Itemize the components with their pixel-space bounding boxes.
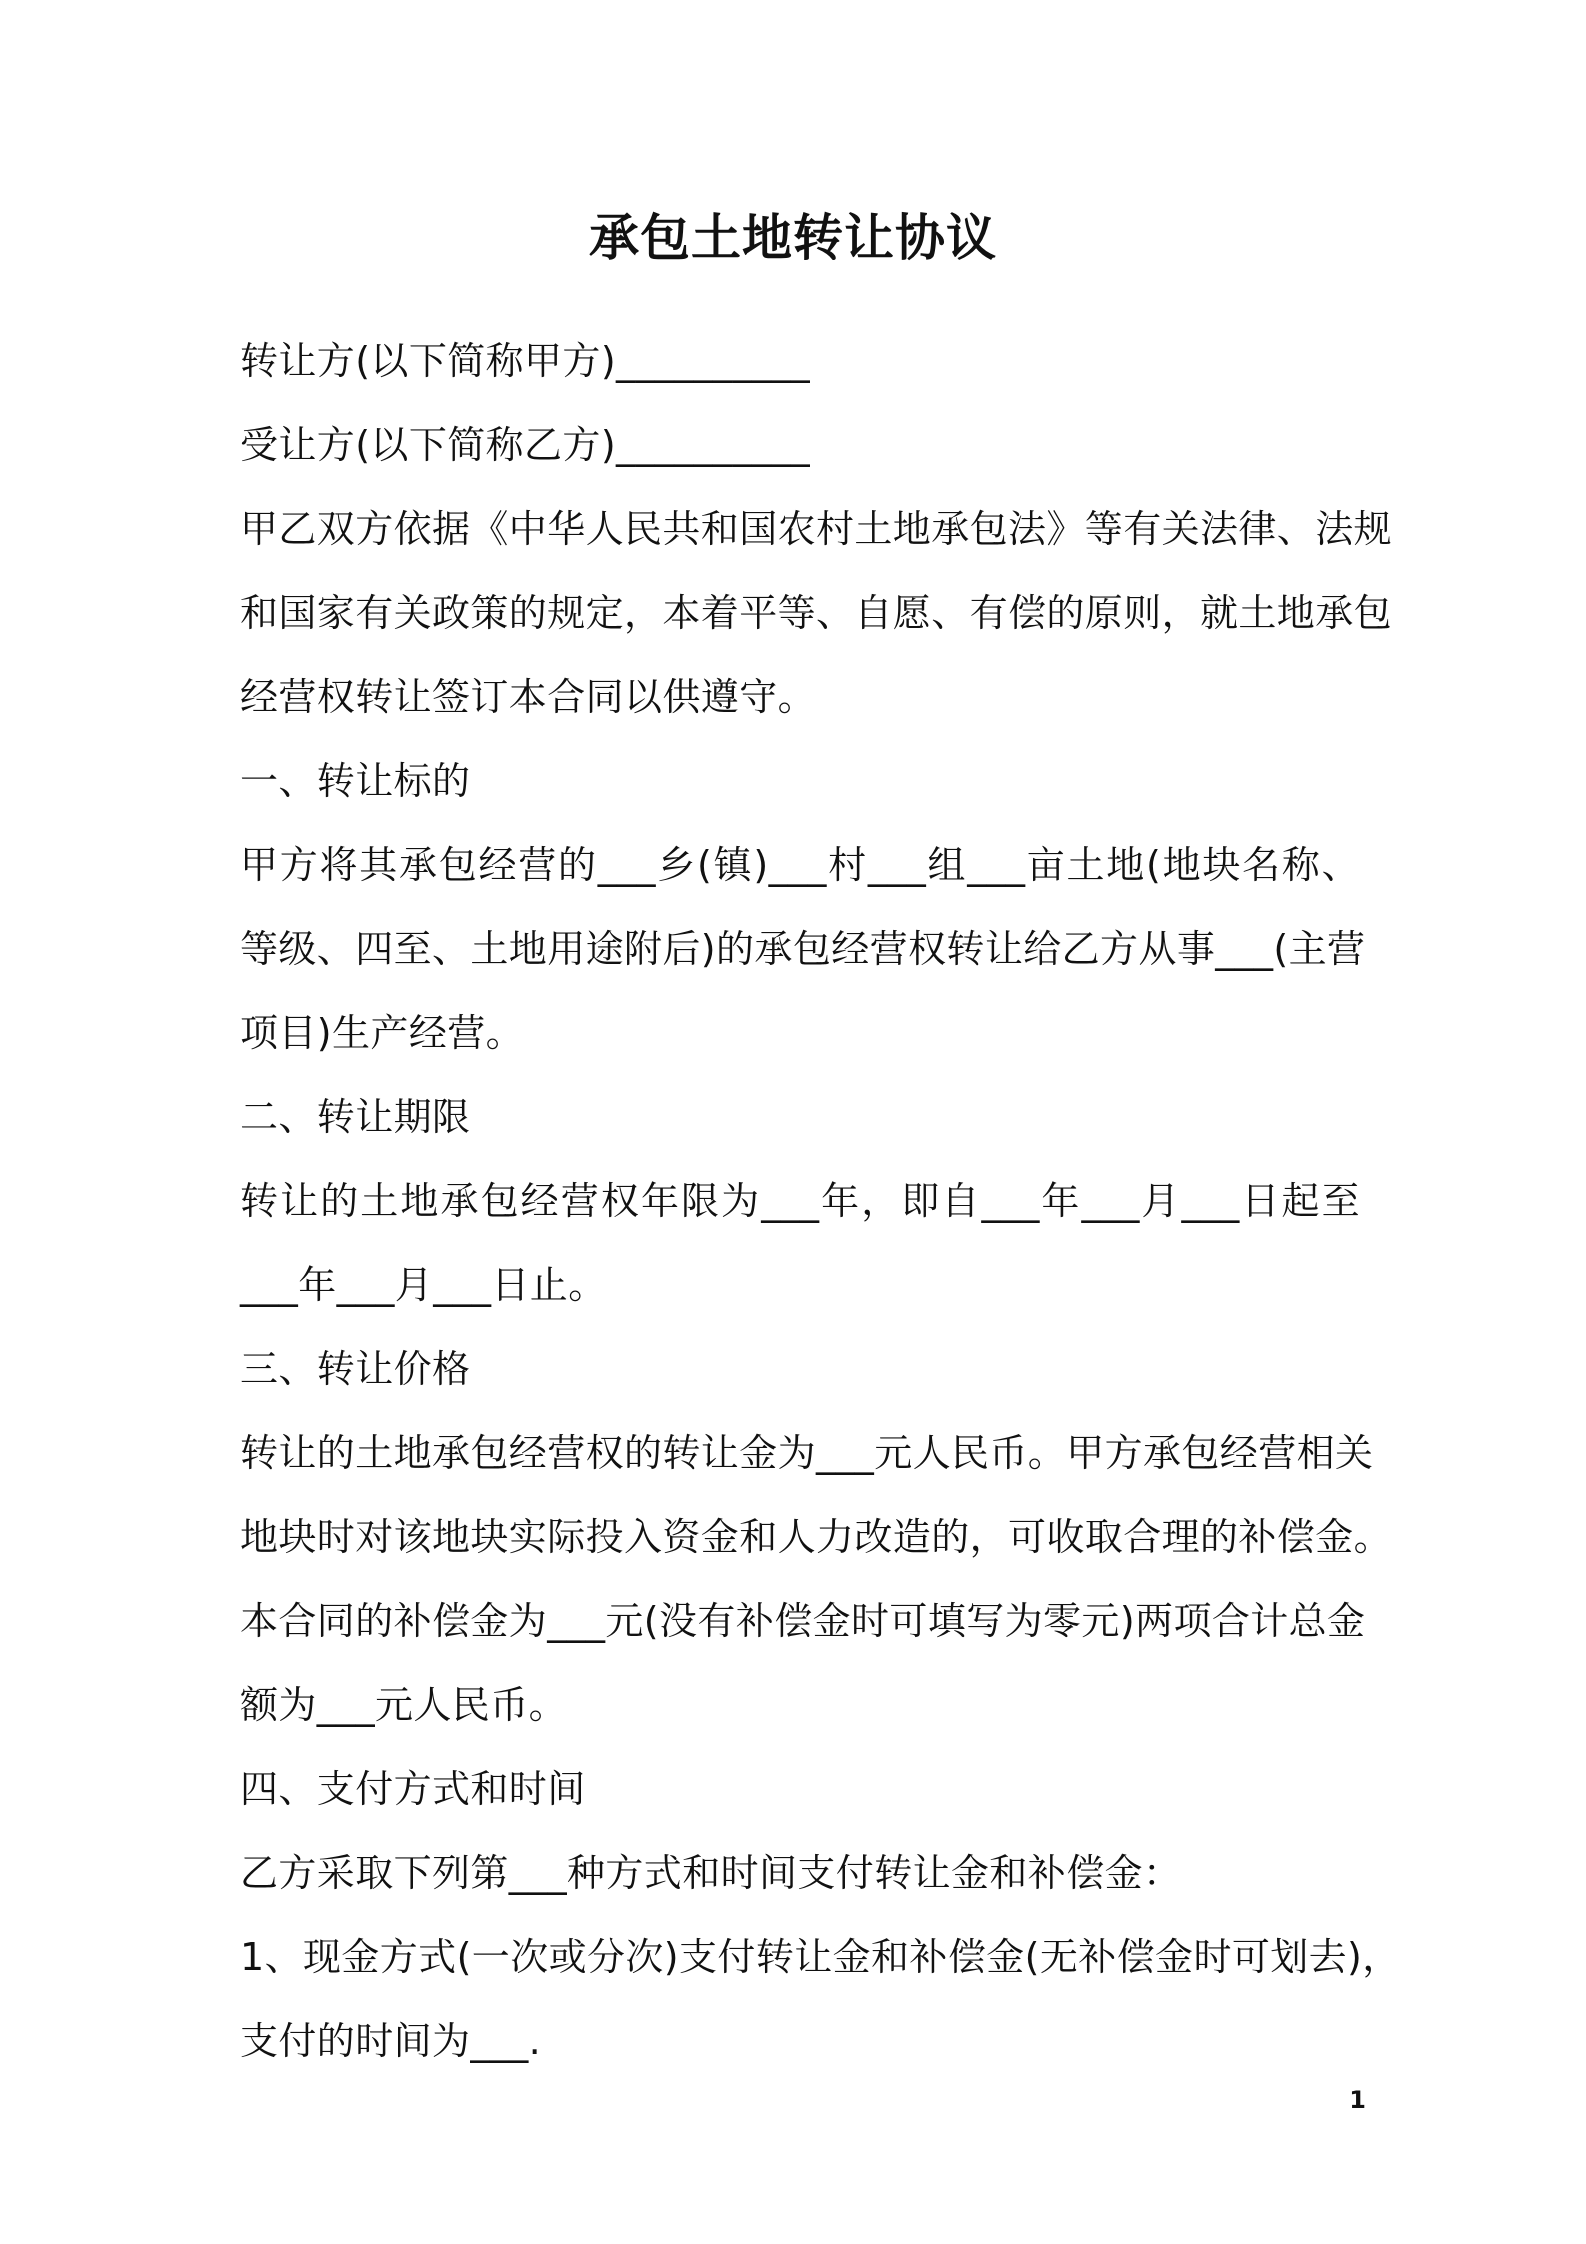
section-heading-4: 四、支付方式和时间	[240, 1767, 586, 1811]
section-heading-2: 二、转让期限	[240, 1095, 471, 1139]
document-title: 承包土地转让协议	[589, 209, 997, 267]
section-1-line-1: 甲方将其承包经营的___乡(镇)___村___组___亩土地(地块名称、	[240, 843, 1360, 887]
section-2-line-2: ___年___月___日止。	[240, 1263, 607, 1307]
section-4-line-3: 支付的时间为___.	[240, 2019, 542, 2063]
transferor-line: 转让方(以下简称甲方)__________	[240, 339, 811, 383]
transferee-line: 受让方(以下简称乙方)__________	[240, 423, 811, 467]
section-3-line-4: 额为___元人民币。	[240, 1683, 568, 1727]
section-2-line-1: 转让的土地承包经营权年限为___年，即自___年___月___日起至	[240, 1179, 1360, 1223]
preamble-line-1: 甲乙双方依据《中华人民共和国农村土地承包法》等有关法律、法规	[240, 507, 1393, 551]
section-3-line-2: 地块时对该地块实际投入资金和人力改造的，可收取合理的补偿金。	[240, 1515, 1393, 1559]
section-3-line-1: 转让的土地承包经营权的转让金为___元人民币。甲方承包经营相关	[240, 1431, 1374, 1475]
section-heading-3: 三、转让价格	[240, 1347, 471, 1391]
page-number: 1	[1349, 2086, 1366, 2114]
preamble-line-2: 和国家有关政策的规定，本着平等、自愿、有偿的原则，就土地承包	[240, 591, 1393, 635]
section-3-line-3: 本合同的补偿金为___元(没有补偿金时可填写为零元)两项合计总金	[240, 1599, 1366, 1643]
section-heading-1: 一、转让标的	[240, 759, 471, 803]
section-4-line-2: 1、现金方式(一次或分次)支付转让金和补偿金(无补偿金时可划去)，	[240, 1935, 1401, 1979]
preamble-line-3: 经营权转让签订本合同以供遵守。	[240, 675, 817, 719]
section-1-line-3: 项目)生产经营。	[240, 1011, 525, 1055]
section-1-line-2: 等级、四至、土地用途附后)的承包经营权转让给乙方从事___(主营	[240, 927, 1366, 971]
section-4-line-1: 乙方采取下列第___种方式和时间支付转让金和补偿金：	[240, 1851, 1182, 1895]
